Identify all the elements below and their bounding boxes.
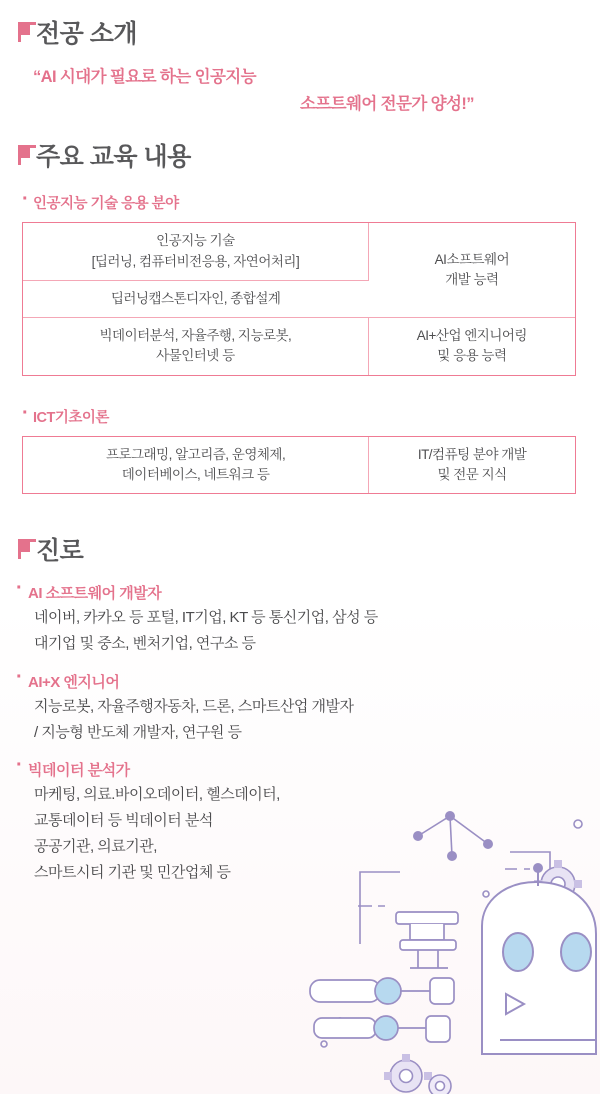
cell-line: AI소프트웨어 <box>434 252 510 268</box>
career-line: 공공기관, 의료기관, <box>34 837 157 855</box>
table-cell-competency <box>368 318 575 375</box>
cell-line: 및 전문 지식 <box>437 466 507 482</box>
list-item <box>0 759 600 885</box>
quote-line-2: 소프트웨어 전문가 양성!” <box>300 95 474 114</box>
flag-icon <box>18 539 36 559</box>
career-line: 대기업 및 중소, 벤처기업, 연구소 등 <box>34 634 256 652</box>
career-list <box>0 582 600 885</box>
bullet-label-text: 인공지능 기술 응용 분야 <box>33 196 179 213</box>
table-row <box>23 437 575 494</box>
list-item <box>0 582 600 657</box>
career-title-text: 빅데이터 분석가 <box>28 762 130 780</box>
career-detail <box>0 780 600 885</box>
cell-line: 개발 능력 <box>445 272 499 288</box>
table-row <box>23 318 575 375</box>
table-cell-subject <box>23 437 369 494</box>
section-title-career: 진로 <box>36 537 84 566</box>
bullet-ai-applications <box>0 192 600 213</box>
career-line: 스마트시티 기관 및 민간업체 등 <box>34 863 231 881</box>
career-line: 교통데이터 등 빅데이터 분석 <box>34 812 213 830</box>
table-ict-basics <box>22 436 576 495</box>
bullet-ict-basics <box>0 406 600 427</box>
cell-line: IT/컴퓨팅 분야 개발 <box>417 446 527 462</box>
cell-line: [딥러닝, 컴퓨터비전응용, 자연어처리] <box>91 253 300 269</box>
career-title-text: AI 소프트웨어 개발자 <box>28 585 162 603</box>
section-title-curriculum: 주요 교육 내용 <box>36 143 191 172</box>
career-line: 지능로봇, 자율주행자동차, 드론, 스마트산업 개발자 <box>34 697 354 715</box>
career-line: 네이버, 카카오 등 포털, IT기업, KT 등 통신기업, 삼성 등 <box>34 609 378 627</box>
table-cell-competency <box>369 437 575 494</box>
flag-icon <box>18 22 36 42</box>
table-cell-subject <box>23 223 368 280</box>
section-heading-curriculum <box>0 145 600 170</box>
career-line: 마케팅, 의료.바이오데이터, 헬스데이터, <box>34 786 280 804</box>
quote-line-1: “AI 시대가 필요로 하는 인공지능 <box>33 68 256 86</box>
cell-line: 사물인터넷 등 <box>156 348 235 364</box>
table-cell-subject <box>23 280 368 317</box>
career-title <box>0 759 600 780</box>
career-title <box>0 582 600 603</box>
section-heading-career <box>0 539 600 564</box>
cell-line: 빅데이터분석, 자율주행, 지능로봇, <box>99 328 292 344</box>
section-title-intro: 전공 소개 <box>36 20 138 48</box>
intro-quote <box>0 64 600 118</box>
career-title <box>0 671 600 692</box>
bullet-label-text: ICT기초이론 <box>33 409 109 426</box>
career-detail <box>0 603 600 657</box>
table-ai-applications <box>22 222 576 375</box>
cell-line: 프로그래밍, 알고리즘, 운영체제, <box>105 446 286 462</box>
cell-line: 딥러닝캡스톤디자인, 종합설계 <box>110 290 281 306</box>
cell-line: AI+산업 엔지니어링 <box>416 328 527 344</box>
career-detail <box>0 692 600 746</box>
cell-line: 데이터베이스, 네트워크 등 <box>121 466 270 482</box>
table-cell-competency <box>368 223 575 317</box>
flag-icon <box>18 145 36 165</box>
section-heading-intro <box>0 22 600 47</box>
cell-line: 및 응용 능력 <box>437 348 507 364</box>
list-item <box>0 671 600 746</box>
table-cell-subject <box>23 318 368 375</box>
cell-line: 인공지능 기술 <box>156 233 235 249</box>
career-line: / 지능형 반도체 개발자, 연구원 등 <box>34 723 242 741</box>
table-row <box>23 223 575 280</box>
career-title-text: AI+X 엔지니어 <box>28 673 120 691</box>
